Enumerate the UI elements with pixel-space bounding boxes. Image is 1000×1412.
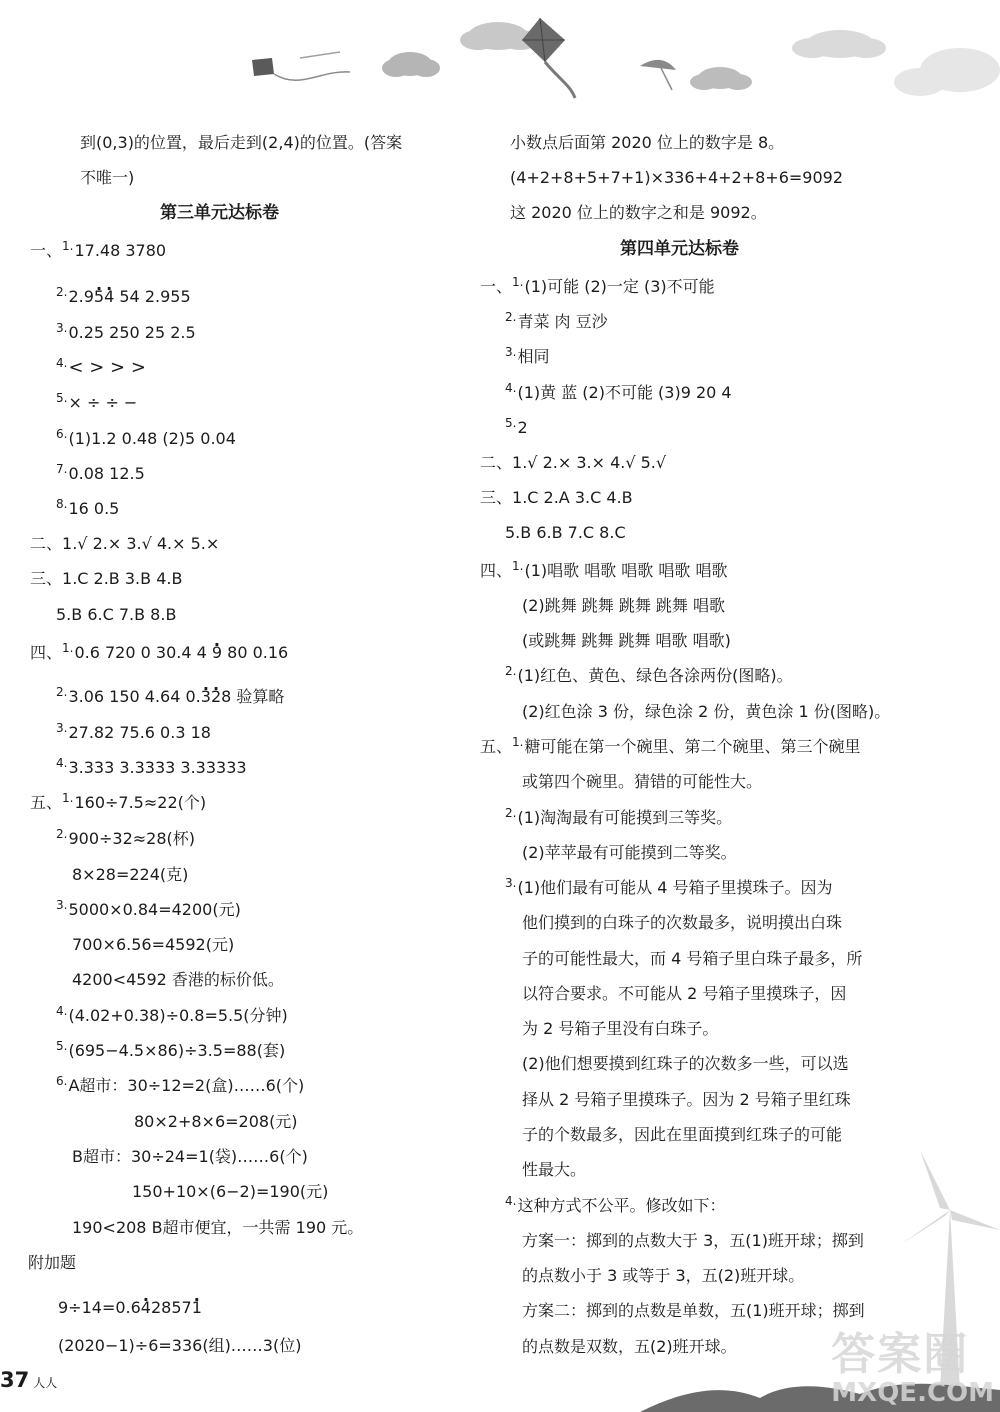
repeat-digit: . 5 bbox=[94, 287, 104, 306]
item-number: 3. bbox=[56, 721, 68, 735]
unit4-s5-q4-line4: 方案二：掷到的点数是单数，五(1)班开球；掷到 bbox=[522, 1301, 865, 1320]
answer-text: (4.02+0.38)÷0.8=5.5(分钟) bbox=[68, 1006, 288, 1025]
section-label: 二、 bbox=[30, 534, 63, 553]
bonus-title: 附加题 bbox=[28, 1253, 77, 1272]
unit3-s1-q7 bbox=[56, 463, 145, 486]
item-number: 4. bbox=[56, 1004, 68, 1018]
right-cont-line-2: (4+2+8+5+7+1)×336+4+2+8+6=9092 bbox=[510, 168, 844, 187]
answer-text: (1)可能 (2)一定 (3)不可能 bbox=[524, 277, 715, 296]
cloud-icon bbox=[382, 52, 440, 77]
answer-text: (1)淘淘最有可能摸到三等奖。 bbox=[517, 808, 733, 827]
right-cont-line-1: 小数点后面第 2020 位上的数字是 8。 bbox=[510, 133, 785, 152]
unit3-s5-q6-line5: 190<208 B超市便宜，一共需 190 元。 bbox=[72, 1218, 364, 1237]
section-label: 四、 bbox=[480, 561, 513, 580]
item-number: 1. bbox=[512, 559, 524, 573]
item-number: 2. bbox=[56, 285, 68, 299]
answer-text: (1)唱歌 唱歌 唱歌 唱歌 唱歌 bbox=[524, 561, 728, 580]
unit3-s5-q4 bbox=[56, 1005, 288, 1028]
answer-text: 16 0.5 bbox=[68, 499, 120, 518]
unit3-s1-q1 bbox=[30, 240, 166, 263]
unit4-s5-q3-line9: 性最大。 bbox=[522, 1160, 587, 1179]
item-number: 4. bbox=[56, 356, 68, 370]
item-number: 6. bbox=[56, 427, 68, 441]
umbrella-kite-icon bbox=[640, 60, 676, 90]
unit4-s3-row2: 5.B 6.B 7.C 8.C bbox=[505, 523, 626, 542]
answer-text: 2857 bbox=[150, 1298, 192, 1317]
repeat-digit: . 2 bbox=[211, 687, 221, 706]
unit4-s5-q3-line7: 择从 2 号箱子里摸珠子。因为 2 号箱子里红珠 bbox=[522, 1090, 851, 1109]
unit3-s3-row2: 5.B 6.C 7.B 8.B bbox=[56, 605, 177, 624]
repeat-digit: . 4 bbox=[141, 1298, 151, 1317]
watermark bbox=[831, 1318, 994, 1408]
item-number: 5. bbox=[505, 416, 517, 430]
item-number: 3. bbox=[505, 345, 517, 359]
unit3-s1-q6 bbox=[56, 428, 236, 451]
unit3-s2 bbox=[30, 533, 219, 555]
unit3-s4-q2 bbox=[56, 686, 284, 709]
answer-text: 3.333 3.3333 3.33333 bbox=[68, 758, 247, 777]
unit3-s4-q4 bbox=[56, 757, 247, 780]
answer-text: 54 2.955 bbox=[114, 287, 191, 306]
continuation-line-2: 不唯一) bbox=[80, 168, 135, 187]
unit3-title: 第三单元达标卷 bbox=[160, 203, 279, 223]
unit4-s5-q3-line6: (2)他们想要摸到红珠子的次数多一些，可以选 bbox=[522, 1054, 849, 1073]
unit3-s1-q5 bbox=[56, 392, 137, 415]
unit4-s5-q4-line2: 方案一：掷到的点数大于 3，五(1)班开球；掷到 bbox=[522, 1231, 864, 1250]
answer-text: 17.48 3780 bbox=[74, 241, 167, 260]
unit4-s5-q4-line5: 的点数是双数，五(2)班开球。 bbox=[522, 1337, 737, 1356]
answer-text: 2.9 bbox=[68, 287, 94, 306]
unit4-s4-q1-line2: (2)跳舞 跳舞 跳舞 跳舞 唱歌 bbox=[522, 596, 726, 615]
watermark-site: MXQE.COM bbox=[831, 1378, 994, 1408]
cloud-icon bbox=[894, 48, 1000, 96]
bonus-line-2: (2020−1)÷6=336(组)……3(位) bbox=[58, 1336, 302, 1355]
unit3-s4-q3 bbox=[56, 722, 211, 745]
watermark-brand: 答案圈 bbox=[831, 1329, 970, 1380]
unit3-s5-q2-line2: 8×28=224(克) bbox=[72, 865, 189, 884]
item-number: 4. bbox=[56, 756, 68, 770]
item-number: 6. bbox=[56, 1074, 68, 1088]
bonus-line-1 bbox=[58, 1297, 202, 1319]
item-number: 1. bbox=[62, 641, 74, 655]
unit3-s5-q6 bbox=[56, 1075, 304, 1098]
unit4-s1-q1 bbox=[480, 276, 715, 299]
answer-text: 1.C 2.A 3.C 4.B bbox=[512, 488, 633, 507]
item-number: 2. bbox=[505, 664, 517, 678]
answer-text: 0.08 12.5 bbox=[68, 464, 145, 483]
answer-text: (695−4.5×86)÷3.5=88(套) bbox=[68, 1041, 286, 1060]
unit4-s1-q3 bbox=[505, 346, 549, 369]
answer-text: 青菜 肉 豆沙 bbox=[517, 312, 608, 331]
answer-text: < > > > bbox=[68, 357, 146, 378]
unit4-s1-q2 bbox=[505, 311, 608, 334]
unit3-s1-q8 bbox=[56, 498, 119, 521]
section-label: 二、 bbox=[480, 453, 513, 472]
item-number: 1. bbox=[62, 239, 74, 253]
answer-text: 0.6 720 0 30.4 4 bbox=[74, 643, 212, 662]
item-number: 2. bbox=[56, 827, 68, 841]
unit4-s4-q1 bbox=[480, 560, 727, 583]
unit4-s5-q2 bbox=[505, 807, 732, 830]
item-number: 2. bbox=[56, 685, 68, 699]
unit4-s2 bbox=[480, 452, 666, 474]
right-cont-line-3: 这 2020 位上的数字之和是 9092。 bbox=[510, 203, 767, 222]
unit4-s5-q3-line2: 他们摸到的白珠子的次数最多，说明摸出白珠 bbox=[522, 913, 843, 932]
answer-text: 糖可能在第一个碗里、第二个碗里、第三个碗里 bbox=[524, 737, 861, 756]
item-number: 1. bbox=[512, 735, 524, 749]
answer-text: 160÷7.5≈22(个) bbox=[74, 793, 207, 812]
answer-text: 27.82 75.6 0.3 18 bbox=[68, 723, 211, 742]
answer-text: A超市：30÷12=2(盒)……6(个) bbox=[68, 1076, 305, 1095]
section-label: 四、 bbox=[30, 643, 63, 662]
unit3-s5-q5 bbox=[56, 1040, 285, 1063]
section-label: 五、 bbox=[30, 793, 63, 812]
unit4-title: 第四单元达标卷 bbox=[620, 239, 739, 259]
section-label: 三、 bbox=[480, 488, 513, 507]
repeat-digit: . 3 bbox=[201, 687, 211, 706]
unit3-s5-q3 bbox=[56, 899, 241, 922]
unit3-s5-q6-line4: 150+10×(6−2)=190(元) bbox=[132, 1182, 329, 1201]
kite-icon bbox=[522, 18, 575, 98]
answer-text: 1.C 2.B 3.B 4.B bbox=[62, 569, 183, 588]
answer-text: 9÷14=0.6 bbox=[58, 1298, 141, 1317]
section-label: 一、 bbox=[480, 277, 513, 296]
unit4-s5-q1 bbox=[480, 736, 860, 759]
answer-text: 相同 bbox=[517, 347, 550, 366]
answer-text: 8 验算略 bbox=[221, 687, 285, 706]
item-number: 3. bbox=[56, 321, 68, 335]
unit4-s5-q4 bbox=[505, 1195, 725, 1218]
answer-text: 0.25 250 25 2.5 bbox=[68, 323, 196, 342]
unit4-s3-row1 bbox=[480, 487, 633, 509]
answer-text: 1.√ 2.× 3.√ 4.× 5.× bbox=[62, 534, 220, 553]
unit4-s5-q3-line3: 子的可能性最大，而 4 号箱子里白珠子最多，所 bbox=[522, 949, 863, 968]
answer-text: 2 bbox=[517, 418, 528, 437]
header-decoration bbox=[0, 0, 1000, 120]
unit3-s5-q2 bbox=[56, 828, 195, 851]
answer-text: 5000×0.84=4200(元) bbox=[68, 900, 241, 919]
unit3-s5-q6-line2: 80×2+8×6=208(元) bbox=[134, 1112, 298, 1131]
page-number-text: 37 bbox=[0, 1368, 30, 1392]
item-number: 3. bbox=[505, 876, 517, 890]
answer-text: 这种方式不公平。修改如下： bbox=[517, 1196, 726, 1215]
section-label: 一、 bbox=[30, 241, 63, 260]
answer-text: (1)红色、黄色、绿色各涂两份(图略)。 bbox=[517, 666, 793, 685]
unit4-s5-q4-line3: 的点数小于 3 或等于 3，五(2)班开球。 bbox=[522, 1266, 805, 1285]
kite-small-icon bbox=[252, 52, 350, 80]
unit4-s4-q2 bbox=[505, 665, 793, 688]
answer-text: (1)黄 蓝 (2)不可能 (3)9 20 4 bbox=[517, 383, 732, 402]
unit3-s5-q3-line2: 700×6.56=4592(元) bbox=[72, 935, 235, 954]
unit4-s5-q2-line2: (2)苹苹最有可能摸到二等奖。 bbox=[522, 843, 737, 862]
item-number: 1. bbox=[62, 791, 74, 805]
answer-text: 80 0.16 bbox=[222, 643, 289, 662]
unit3-s1-q3 bbox=[56, 322, 196, 345]
answer-text: (1)1.2 0.48 (2)5 0.04 bbox=[68, 429, 236, 448]
answer-text: × ÷ ÷ − bbox=[68, 393, 138, 412]
cloud-icon bbox=[690, 67, 752, 90]
unit3-s5-q1 bbox=[30, 792, 206, 815]
item-number: 3. bbox=[56, 898, 68, 912]
item-number: 5. bbox=[56, 391, 68, 405]
unit3-s1-q2 bbox=[56, 286, 191, 309]
section-label: 五、 bbox=[480, 737, 513, 756]
answer-text: 1.√ 2.× 3.× 4.√ 5.√ bbox=[512, 453, 667, 472]
unit4-s4-q2-line2: (2)红色涂 3 份，绿色涂 2 份，黄色涂 1 份(图略)。 bbox=[522, 702, 891, 721]
repeat-digit: . 1 bbox=[192, 1298, 202, 1317]
unit4-s5-q3-line4: 以符合要求。不可能从 2 号箱子里摸珠子，因 bbox=[522, 984, 847, 1003]
item-number: 5. bbox=[56, 1039, 68, 1053]
section-label: 三、 bbox=[30, 569, 63, 588]
unit4-s1-q5 bbox=[505, 417, 528, 440]
unit4-s4-q1-line3: (或跳舞 跳舞 跳舞 唱歌 唱歌) bbox=[522, 631, 731, 650]
unit4-s5-q1-line2: 或第四个碗里。猜错的可能性大。 bbox=[522, 772, 763, 791]
item-number: 7. bbox=[56, 462, 68, 476]
unit4-s1-q4 bbox=[505, 382, 732, 405]
unit4-s5-q3-line8: 子的个数最多，因此在里面摸到红珠子的可能 bbox=[522, 1125, 843, 1144]
item-number: 8. bbox=[56, 497, 68, 511]
footer-mark: 人人 bbox=[33, 1376, 58, 1390]
repeat-digit: . 9 bbox=[212, 643, 222, 662]
cloud-icon bbox=[792, 30, 886, 58]
page-number bbox=[0, 1368, 57, 1392]
answer-text: 3.06 150 4.64 0. bbox=[68, 687, 201, 706]
unit3-s5-q6-line3: B超市：30÷24=1(袋)……6(个) bbox=[72, 1147, 308, 1166]
unit4-s5-q3 bbox=[505, 877, 832, 900]
answer-text: 900÷32≈28(杯) bbox=[68, 829, 196, 848]
continuation-line-1: 到(0,3)的位置，最后走到(2,4)的位置。(答案 bbox=[80, 133, 403, 152]
unit3-s4-q1 bbox=[30, 642, 288, 665]
answer-text: (1)他们最有可能从 4 号箱子里摸珠子。因为 bbox=[517, 878, 833, 897]
item-number: 1. bbox=[512, 275, 524, 289]
unit4-s5-q3-line5: 为 2 号箱子里没有白珠子。 bbox=[522, 1019, 719, 1038]
item-number: 4. bbox=[505, 1194, 517, 1208]
unit3-s5-q3-line3: 4200<4592 香港的标价低。 bbox=[72, 970, 284, 989]
item-number: 2. bbox=[505, 310, 517, 324]
item-number: 4. bbox=[505, 381, 517, 395]
unit3-s3-row1 bbox=[30, 568, 182, 590]
repeat-digit: . 4 bbox=[104, 287, 114, 306]
item-number: 2. bbox=[505, 806, 517, 820]
unit3-s1-q4 bbox=[56, 357, 146, 380]
